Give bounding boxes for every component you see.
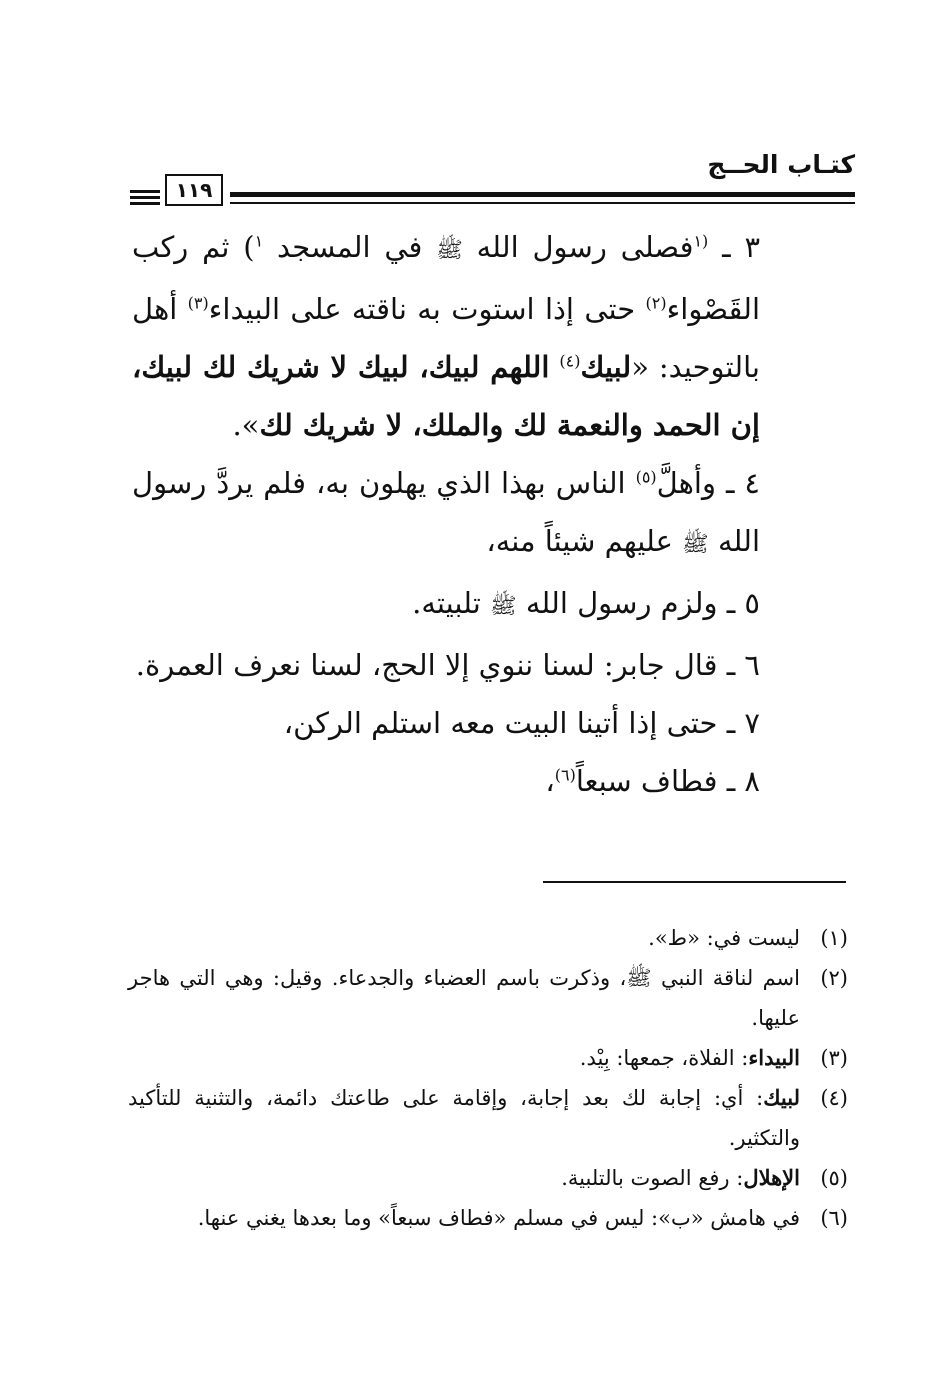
footnote-marker: (٤) xyxy=(559,351,581,371)
footnote-marker-open: (١ xyxy=(693,231,709,251)
text-run: حتى إذا استوت به ناقته على البيداء xyxy=(208,292,636,326)
footnote-marker: (٢) xyxy=(645,293,667,313)
salawat-symbol: ﷺ xyxy=(682,532,709,557)
header-rule-thin xyxy=(230,202,855,204)
text-run: ولزم رسول الله xyxy=(525,586,718,620)
footnote-text: الإهلال: رفع الصوت بالتلبية. xyxy=(561,1165,800,1190)
footnote-number: (٣) xyxy=(820,1046,848,1070)
text-run: ) ثم ركب القَصْواء xyxy=(132,230,761,326)
footnote-text: البيداء: الفلاة، جمعها: بِيْد. xyxy=(579,1045,800,1070)
paragraph-number: ٥ ـ xyxy=(726,586,760,620)
paragraph-number: ٨ ـ xyxy=(726,764,760,798)
header-rule-left xyxy=(130,202,160,205)
salawat-symbol: ﷺ xyxy=(490,594,517,619)
talbiya-text: لبيك xyxy=(580,350,632,384)
salawat-symbol: ﷺ xyxy=(436,238,463,263)
footnote-number: (٤) xyxy=(820,1086,848,1110)
paragraph-3 xyxy=(132,218,760,454)
footnote-number: (٢) xyxy=(820,966,848,990)
footnote-separator xyxy=(543,881,846,883)
footnote-text: اسم لناقة النبي ﷺ، وذكرت باسم العضباء والجدعاء. وقيل: وهي التي هاجر عليها. xyxy=(128,966,800,1030)
paragraph-8 xyxy=(132,752,760,810)
text-run: فصلى رسول الله xyxy=(476,230,694,264)
text-run: في المسجد xyxy=(277,230,423,264)
footnote xyxy=(128,1078,848,1158)
text-run: أهل بالتوحيد: « xyxy=(132,292,760,384)
text-run: حتى إذا أتينا البيت معه استلم الركن، xyxy=(283,706,718,740)
header-rule-thick xyxy=(230,192,855,197)
main-text xyxy=(132,218,760,810)
footnote-marker: (٥) xyxy=(635,467,657,487)
footnote-marker: ١ xyxy=(254,231,264,251)
text-run: الناس بهذا الذي يهلون به، فلم يردَّ رسول الله xyxy=(132,466,760,558)
talbiya-text: اللهم لبيك، لبيك لا شريك لك لبيك، إن الحمد والنعمة لك والملك، لا شريك لك xyxy=(132,350,760,442)
footnote xyxy=(128,1198,848,1238)
page-number: ١١٩ xyxy=(165,174,223,206)
header-rule-left xyxy=(130,190,160,193)
text-run: عليهم شيئاً منه، xyxy=(486,524,673,558)
text-run: فطاف سبعاً xyxy=(575,764,718,798)
text-run: تلبيته. xyxy=(412,586,481,620)
text-run: قال جابر: لسنا ننوي إلا الحج، لسنا نعرف العمرة. xyxy=(135,648,718,682)
footnote-text: ليست في: «ط». xyxy=(648,926,800,950)
text-run: ، xyxy=(545,764,555,798)
footnote-marker: (٣) xyxy=(187,293,209,313)
footnote-marker: (٦) xyxy=(554,765,576,785)
text-run: ». xyxy=(232,408,260,442)
footnote-number: (٥) xyxy=(820,1166,848,1190)
footnote-text: في هامش «ب»: ليس في مسلم «فطاف سبعاً» وما بعدها يغني عنها. xyxy=(197,1206,800,1230)
footnote xyxy=(128,1038,848,1078)
paragraph-number: ٦ ـ xyxy=(726,648,760,682)
book-title: كتـاب الحــج xyxy=(707,150,855,179)
paragraph-number: ٧ ـ xyxy=(726,706,760,740)
paragraph-4 xyxy=(132,454,760,574)
footnote-text: لبيك: أي: إجابة لك بعد إجابة، وإقامة على طاعتك دائمة، والتثنية للتأكيد والتكثير. xyxy=(128,1085,800,1150)
paragraph-6 xyxy=(132,636,760,694)
footnote-number: (١) xyxy=(820,926,848,950)
header-rule-left xyxy=(130,196,160,199)
page-header xyxy=(130,150,855,210)
footnote xyxy=(128,918,848,958)
footnote-number: (٦) xyxy=(820,1206,848,1230)
paragraph-7 xyxy=(132,694,760,752)
footnote xyxy=(128,1158,848,1198)
paragraph-5 xyxy=(132,574,760,636)
text-run: وأهلَّ xyxy=(656,466,716,500)
paragraph-number: ٤ ـ xyxy=(725,466,760,500)
footnote xyxy=(128,958,848,1038)
paragraph-number: ٣ ـ xyxy=(722,230,761,264)
footnotes xyxy=(128,918,848,1238)
